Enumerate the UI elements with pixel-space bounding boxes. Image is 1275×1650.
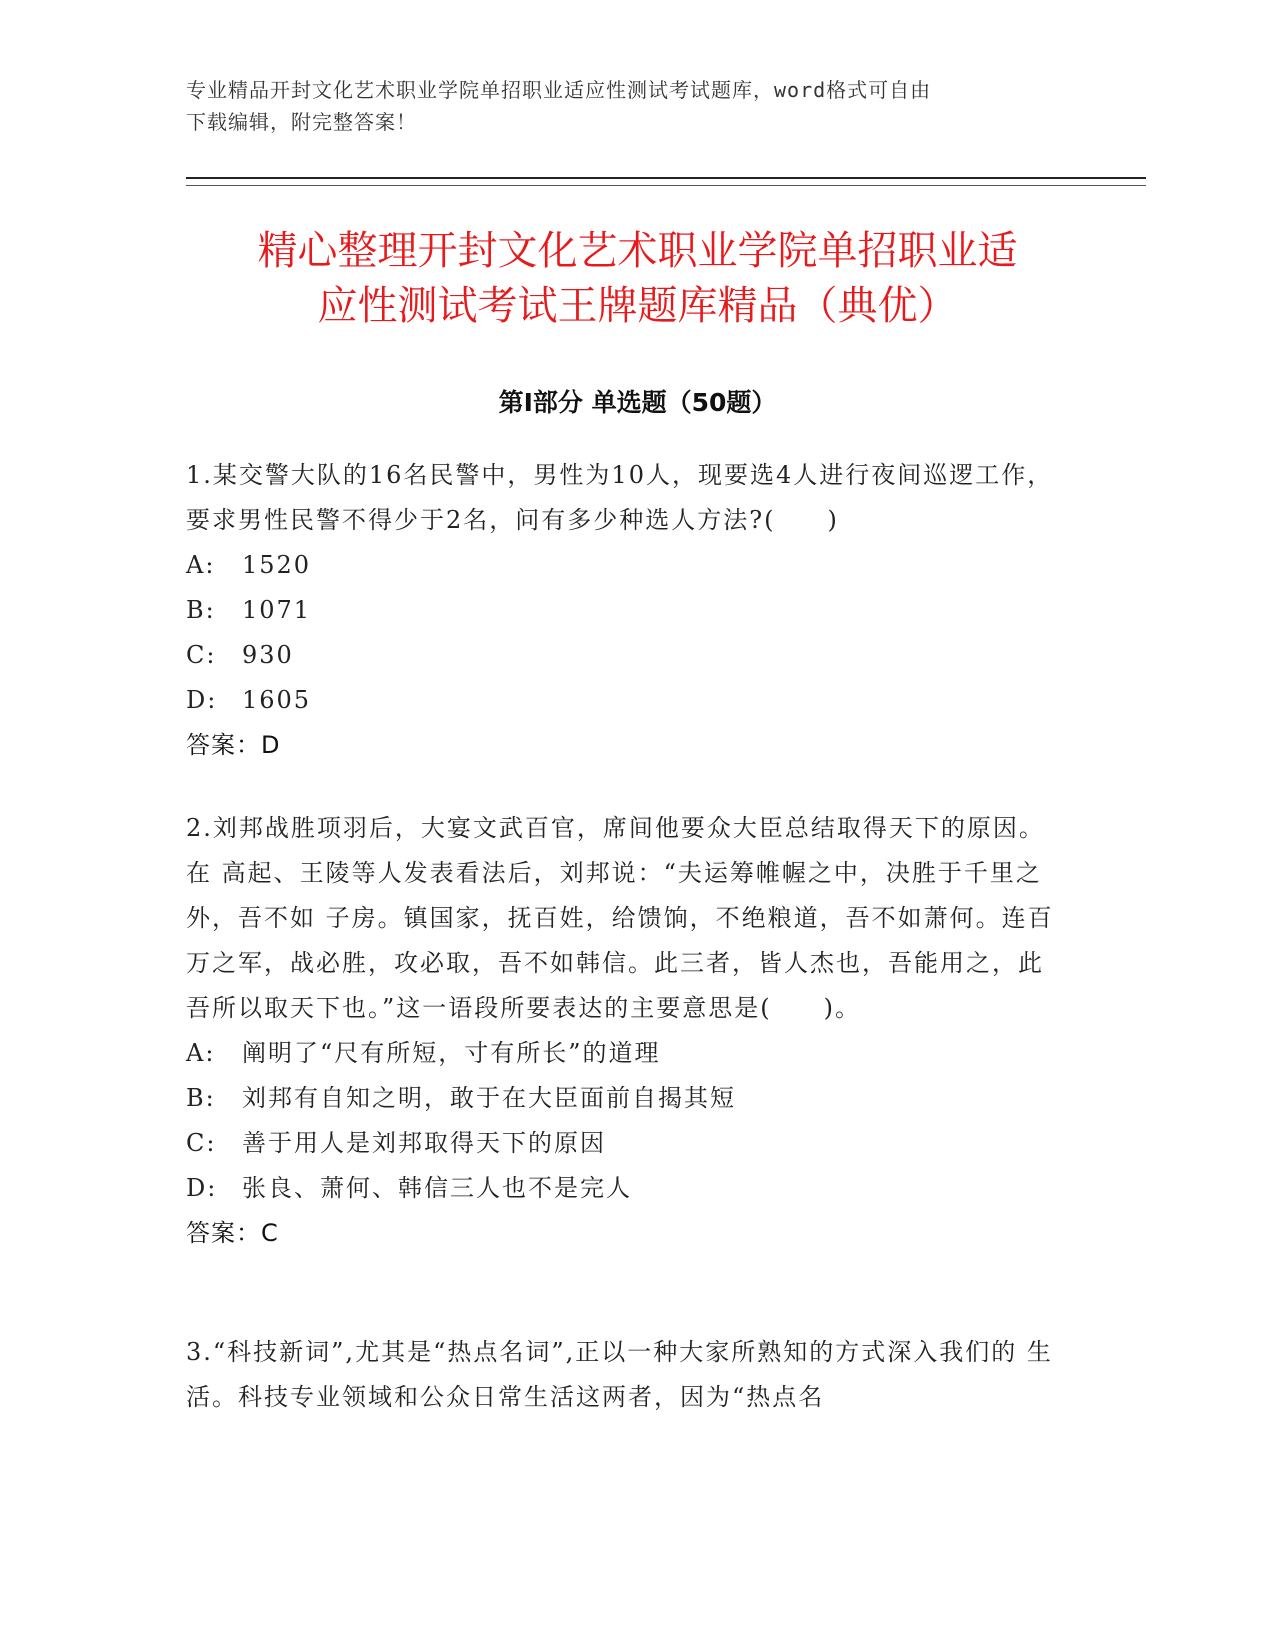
option-key: B: [186,1084,216,1112]
option-key: B: [186,596,216,624]
option-key: A: [186,1039,216,1067]
header-divider-thin [186,185,1146,186]
document-title [150,224,1125,334]
question-3 [186,1330,1066,1420]
option-text: 善于用人是刘邦取得天下的原因 [242,1129,606,1157]
option-d [186,678,1066,723]
question-stem: 3.“科技新词”,尤其是“热点名词”,正以一种大家所熟知的方式深入我们的 生活。科技专业领域和公众日常生活这两者，因为“热点名 [186,1338,1053,1411]
option-text: 阐明了“尺有所短，寸有所长”的道理 [242,1039,661,1067]
option-text: 1071 [242,596,312,624]
header-divider-thick [186,177,1146,179]
document-title-line1: 精心整理开封文化艺术职业学院单招职业适 [257,228,1018,274]
option-a [186,1031,1066,1076]
option-c [186,633,1066,678]
header-note-line2: 下载编辑，附完整答案！ [186,110,417,134]
answer-line: 答案：D [186,731,281,759]
option-text: 930 [242,641,294,669]
question-stem: 2.刘邦战胜项羽后，大宴文武百官，席间他要众大臣总结取得天下的原因。在 高起、王陵等人发表看法后，刘邦说：“夫运筹帷幄之中，决胜于千里之外，吾不如 子房。镇国家，抚百姓，给馈饷，不绝粮道，吾不如萧何。连百万之军，战必胜，攻必取，吾不如韩信。此三者，皆人杰也，吾能用之，此吾所以取天下也。”这一语段所要表达的主要意思是( )。 [186,814,1054,1022]
option-key: D: [186,686,218,714]
option-b [186,588,1066,633]
option-a [186,543,1066,588]
option-text: 1605 [242,686,312,714]
question-1 [186,453,1066,768]
option-b [186,1076,1066,1121]
option-key: C: [186,641,217,669]
option-text: 1520 [242,551,312,579]
option-key: A: [186,551,216,579]
option-key: C: [186,1129,217,1157]
section-title: 第Ⅰ部分 单选题（50题） [498,388,777,417]
option-c [186,1121,1066,1166]
question-stem: 1.某交警大队的16名民警中，男性为10人，现要选4人进行夜间巡逻工作， 要求男性民警不得少于2名，问有多少种选人方法?( ) [186,461,1054,534]
option-text: 刘邦有自知之明，敢于在大臣面前自揭其短 [242,1084,736,1112]
question-2 [186,806,1066,1256]
header-note-line1: 专业精品开封文化艺术职业学院单招职业适应性测试考试题库，word格式可自由 [186,78,932,102]
option-d [186,1166,1066,1211]
document-title-line2: 应性测试考试王牌题库精品（典优） [317,283,958,329]
option-key: D: [186,1174,218,1202]
option-text: 张良、萧何、韩信三人也不是完人 [242,1174,632,1202]
header-note [186,74,1086,138]
answer-line: 答案：C [186,1219,279,1247]
